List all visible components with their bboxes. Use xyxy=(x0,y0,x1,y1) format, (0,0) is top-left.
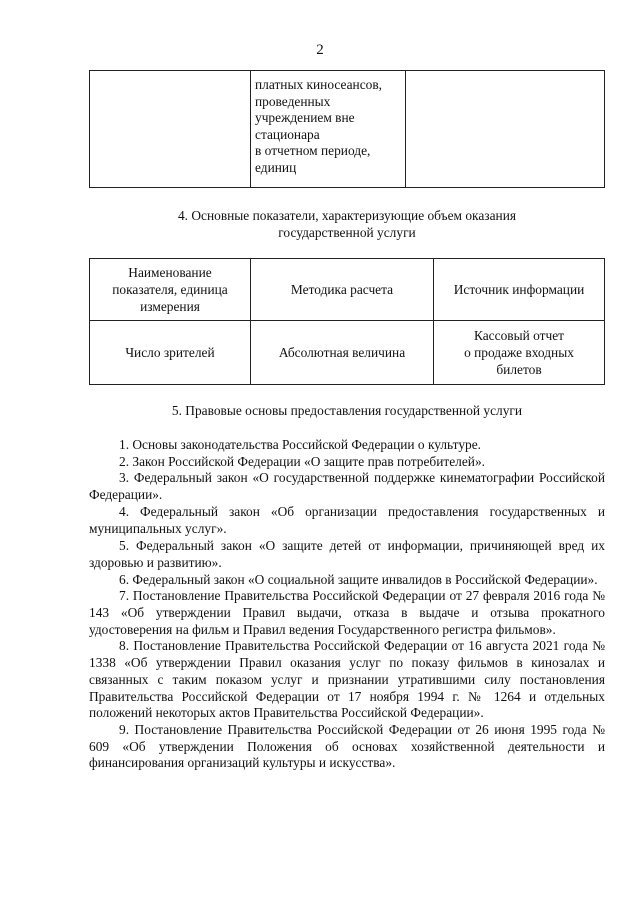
cell-line: стационара xyxy=(255,126,320,142)
table-row xyxy=(90,71,605,188)
table-header-row xyxy=(90,259,605,321)
list-item: 5. Федеральный закон «О защите детей от информации, причиняющей вред их здоровью и развитию». xyxy=(89,538,605,570)
cell-line: платных киносеансов, xyxy=(255,77,383,92)
section-5-heading: 5. Правовые основы предоставления государственной услуги xyxy=(171,403,523,418)
list-item: 1. Основы законодательства Российской Федерации о культуре. xyxy=(119,437,482,452)
list-item: 3. Федеральный закон «О государственной поддержке кинематографии Российской Федерации». xyxy=(89,470,605,503)
cell-name: Число зрителей xyxy=(90,321,251,385)
cell-line: учреждением вне xyxy=(255,110,355,126)
list-item: 2. Закон Российской Федерации «О защите прав потребителей». xyxy=(119,453,485,469)
indicators-table xyxy=(89,258,605,385)
heading-line: 4. Основные показатели, характеризующие объем оказания xyxy=(177,208,517,223)
cell-line: о продаже входных xyxy=(464,345,574,360)
table-cell-empty xyxy=(90,71,251,188)
header-name xyxy=(90,259,251,321)
header-line: показателя, единица xyxy=(112,282,228,297)
cell-line: в отчетном периоде, xyxy=(255,143,371,159)
heading-line: государственной услуги xyxy=(278,225,416,240)
cell-line: единиц xyxy=(255,159,297,175)
page-number: 2 xyxy=(316,42,324,58)
header-source: Источник информации xyxy=(434,259,605,321)
header-line: измерения xyxy=(140,299,200,314)
list-item: 9. Постановление Правительства Российской Федерации от 26 июня 1995 года № 609 «Об утверждении Положения об основах хозяйственной деятельности и финансирования организаций культуры и искусства». xyxy=(89,721,605,771)
list-item: 4. Федеральный закон «Об организации предоставления государственных и муниципальных услуг». xyxy=(89,503,605,536)
table-cell-empty xyxy=(406,71,605,188)
cell-line: Кассовый отчет xyxy=(473,328,564,343)
list-item: 8. Постановление Правительства Российской Федерации от 16 августа 2021 года № 1338 «Об утверждении Правил оказания услуг по показу фильмов в кинозалах и связанных с таким показом услуг и признании утратившими силу постановления Правительства Российской Федерации от 17 ноября 1994 г. № 1264 и отдельных положений некоторых актов Правительства Российской Федерации». xyxy=(89,638,605,721)
header-line: Наименование xyxy=(128,265,212,280)
list-item: 6. Федеральный закон «О социальной защите инвалидов в Российской Федерации». xyxy=(119,571,598,587)
header-method: Методика расчета xyxy=(251,259,434,321)
cell-source xyxy=(434,321,605,385)
section-4-heading xyxy=(89,207,605,241)
cell-line: проведенных xyxy=(255,93,331,109)
cell-method: Абсолютная величина xyxy=(251,321,434,385)
table-row xyxy=(90,321,605,385)
legal-basis-list xyxy=(89,437,605,772)
continuation-table xyxy=(89,70,605,188)
table-cell-description xyxy=(251,71,406,188)
list-item: 7. Постановление Правительства Российской Федерации от 27 февраля 2016 года № 143 «Об утверждении Правил выдачи, отказа в выдаче и отзыва прокатного удостоверения на фильм и Правил ведения Государственного регистра фильмов». xyxy=(89,588,605,637)
cell-line: билетов xyxy=(496,362,542,377)
